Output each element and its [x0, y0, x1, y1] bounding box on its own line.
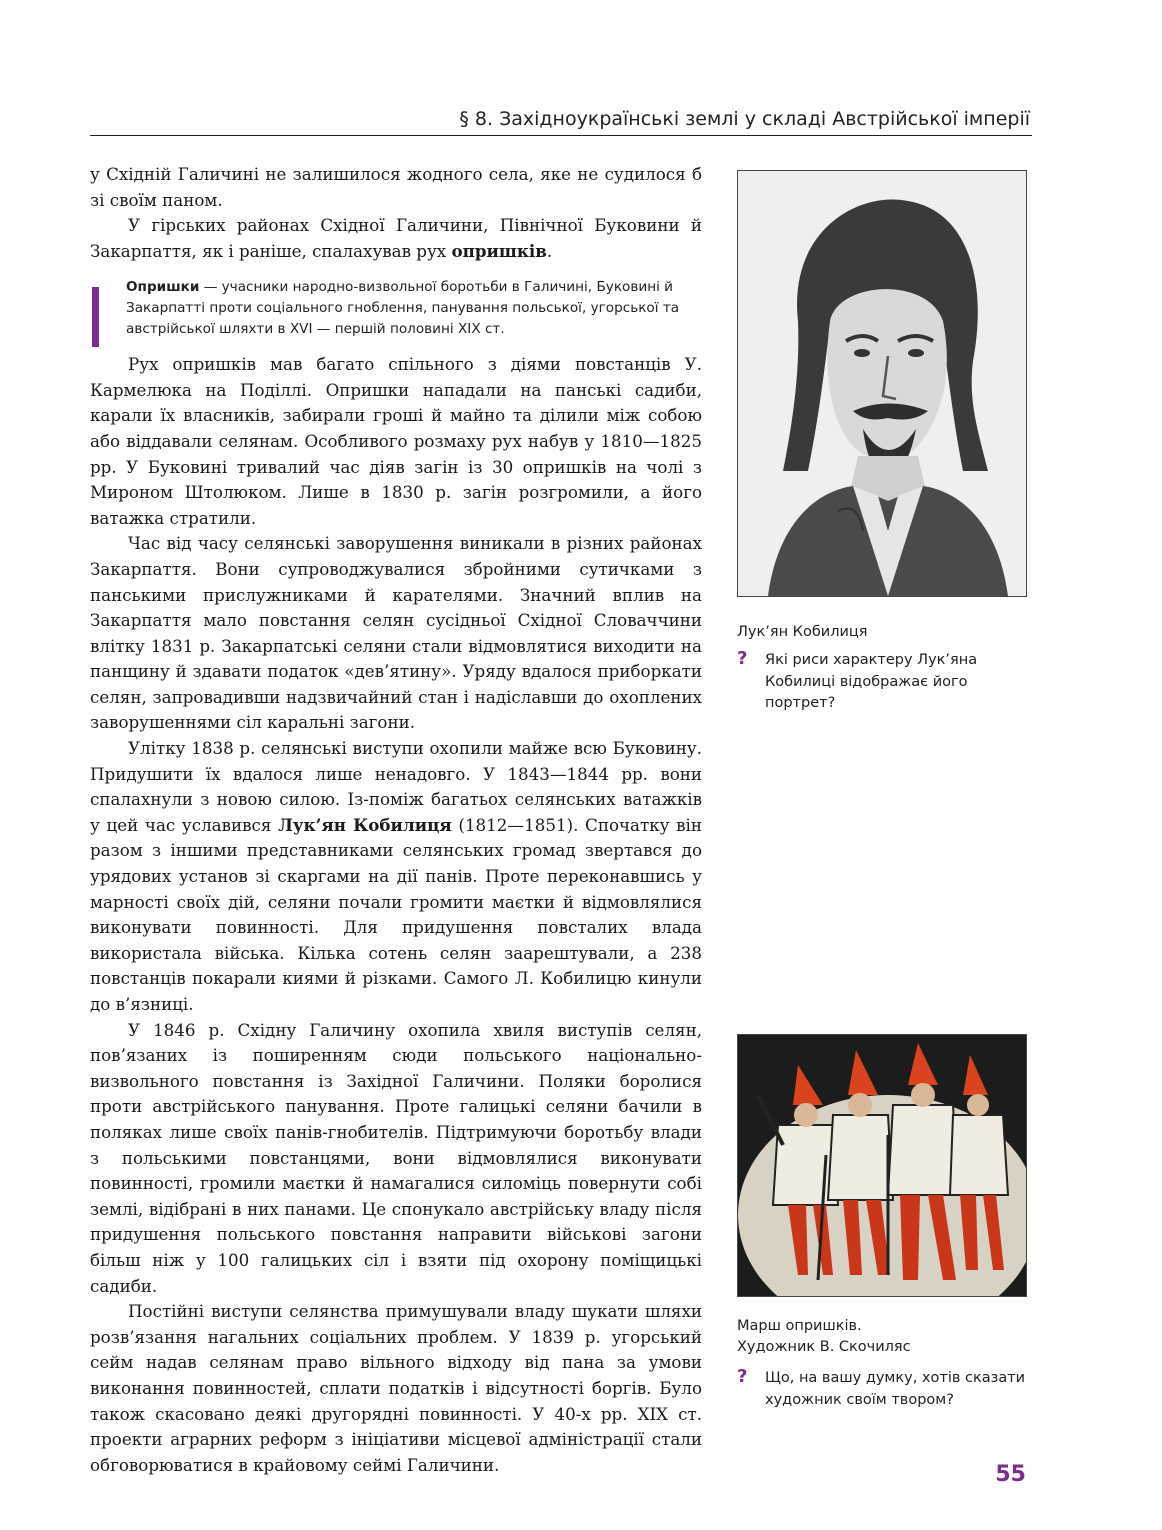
portrait-drawing: [738, 171, 1026, 596]
paragraph: Постійні виступи селянства примушували владу шукати шляхи розв’язання нагальних соціальних проблем. У 1839 р. угорський сейм надав селянам право вільного відходу від пана за умови виконання повинностей, сплати податків і відсутності боргів. Було також скасовано деякі другорядні повинності. У 40-х рр. XIX ст. проекти аграрних реформ з ініціативи місцевої адміністрації стали обговорюватися в крайовому сеймі Галичини.: [90, 1301, 702, 1475]
paragraph: Рух опришків мав багато спільного з діями повстанців У. Кармелюка на Поділлі. Опришки нападали на панські садиби, карали їх власників, забирали гроші й майно та ділили між собою або віддавали селянам. Особливого розмаху рух набув у 1810—1825 рр. У Буковині тривалий час діяв загін із 30 опришків на чолі з Мироном Штолюком. Лише в 1830 р. загін розгромили, а його ватажка стратили.: [90, 354, 702, 528]
question-text: Які риси характеру Лук’яна Кобилиці відображає його портрет?: [765, 652, 978, 711]
name-highlight: Лук’ян Кобилиця: [278, 814, 452, 835]
question-portrait: [737, 650, 1035, 715]
question-text: Що, на вашу думку, хотів сказати художник своїм твором?: [765, 1370, 1026, 1408]
portrait-caption: Лук’ян Кобилиця: [737, 624, 868, 640]
definition-accent-bar: [92, 287, 99, 347]
march-caption-artist: Художник В. Скочиляс: [737, 1339, 911, 1355]
paragraph: У 1846 р. Східну Галичину охопила хвиля виступів селян, пов’язаних із поширенням сюди польського національно-визвольного повстання із Західної Галичини. Поляки боролися проти австрійського панування. Проте галицькі селяни бачили в поляках лише своїх панів-гнобителів. Підтримуючи боротьбу влади з польськими повстанцями, вони відмовлялися виконувати повинності, громили маєтки й намагалися силоміць повернути собі землі, відібрані в них панами. Це спонукало австрійську владу після придушення польського повстання направити військові загони більш ніж у 100 галицьких сіл і взяти під охорону поміщицькі садиби.: [90, 1019, 702, 1296]
term-highlight: опришків: [451, 240, 547, 261]
paragraph: Улітку 1838 р. селянські виступи охопили майже всю Буковину. Придушити їх вдалося лише ненадовго. У 1843—1844 рр. вони спалахнули з новою силою. Із-поміж багатьох селянських ватажків у цей час уславився Лук’ян Кобилиця (1812—1851). Спочатку він разом з іншими представниками селянських громад звертався до урядових установ зі скаргами на дії панів. Проте переконавшись у марності своїх дій, селяни почали громити маєтки й відмовлялися виконувати повинності. Для придушення повсталих влада використала війська. Кілька сотень селян заарештували, а 238 повстанців покарали киями й різками. Самого Л. Кобилицю кинули до в’язниці.: [90, 738, 702, 1014]
question-mark-icon: ?: [737, 1366, 748, 1387]
main-text-column: [90, 162, 702, 1478]
header-rule: [90, 135, 1032, 136]
march-painting-drawing: [738, 1035, 1026, 1296]
definition-text: — учасники народно-визвольної боротьби в Галичині, Буковині й Закарпатті проти соціального гноблення, панування польської, угорської та австрійської шляхти в XVI — першій половині XIX ст.: [126, 279, 680, 337]
question-painting: [737, 1368, 1035, 1411]
paragraph: у Східній Галичині не залишилося жодного села, яке не судилося б зі своїм паном.: [90, 164, 702, 210]
paragraph: Час від часу селянські заворушення виникали в різних районах Закарпаття. Вони супроводжувалися збройними сутичками з панськими прислужниками й карателями. Значний вплив на Закарпаття мало повстання селян сусідньої Східної Словаччини влітку 1831 р. Закарпатські селяни стали відмовлятися виходити на панщину й здавати податок «дев’ятину». Уряду вдалося приборкати селян, запровадивши надзвичайний стан і надіславши до охоплених заворушеннями сіл каральні загони.: [90, 533, 702, 733]
question-mark-icon: ?: [737, 648, 748, 669]
march-caption: [737, 1316, 1027, 1358]
page-number: 55: [995, 1462, 1026, 1487]
march-painting-image: [737, 1034, 1027, 1297]
definition-box: [90, 277, 702, 339]
portrait-image: [737, 170, 1027, 597]
definition-term: Опришки: [126, 279, 200, 296]
running-header: § 8. Західноукраїнські землі у складі Австрійської імперії: [459, 108, 1030, 130]
march-caption-title: Марш опришків.: [737, 1318, 862, 1334]
paragraph: У гірських районах Східної Галичини, Північної Буковини й Закарпаття, як і раніше, спалахував рух опришків.: [90, 215, 702, 261]
